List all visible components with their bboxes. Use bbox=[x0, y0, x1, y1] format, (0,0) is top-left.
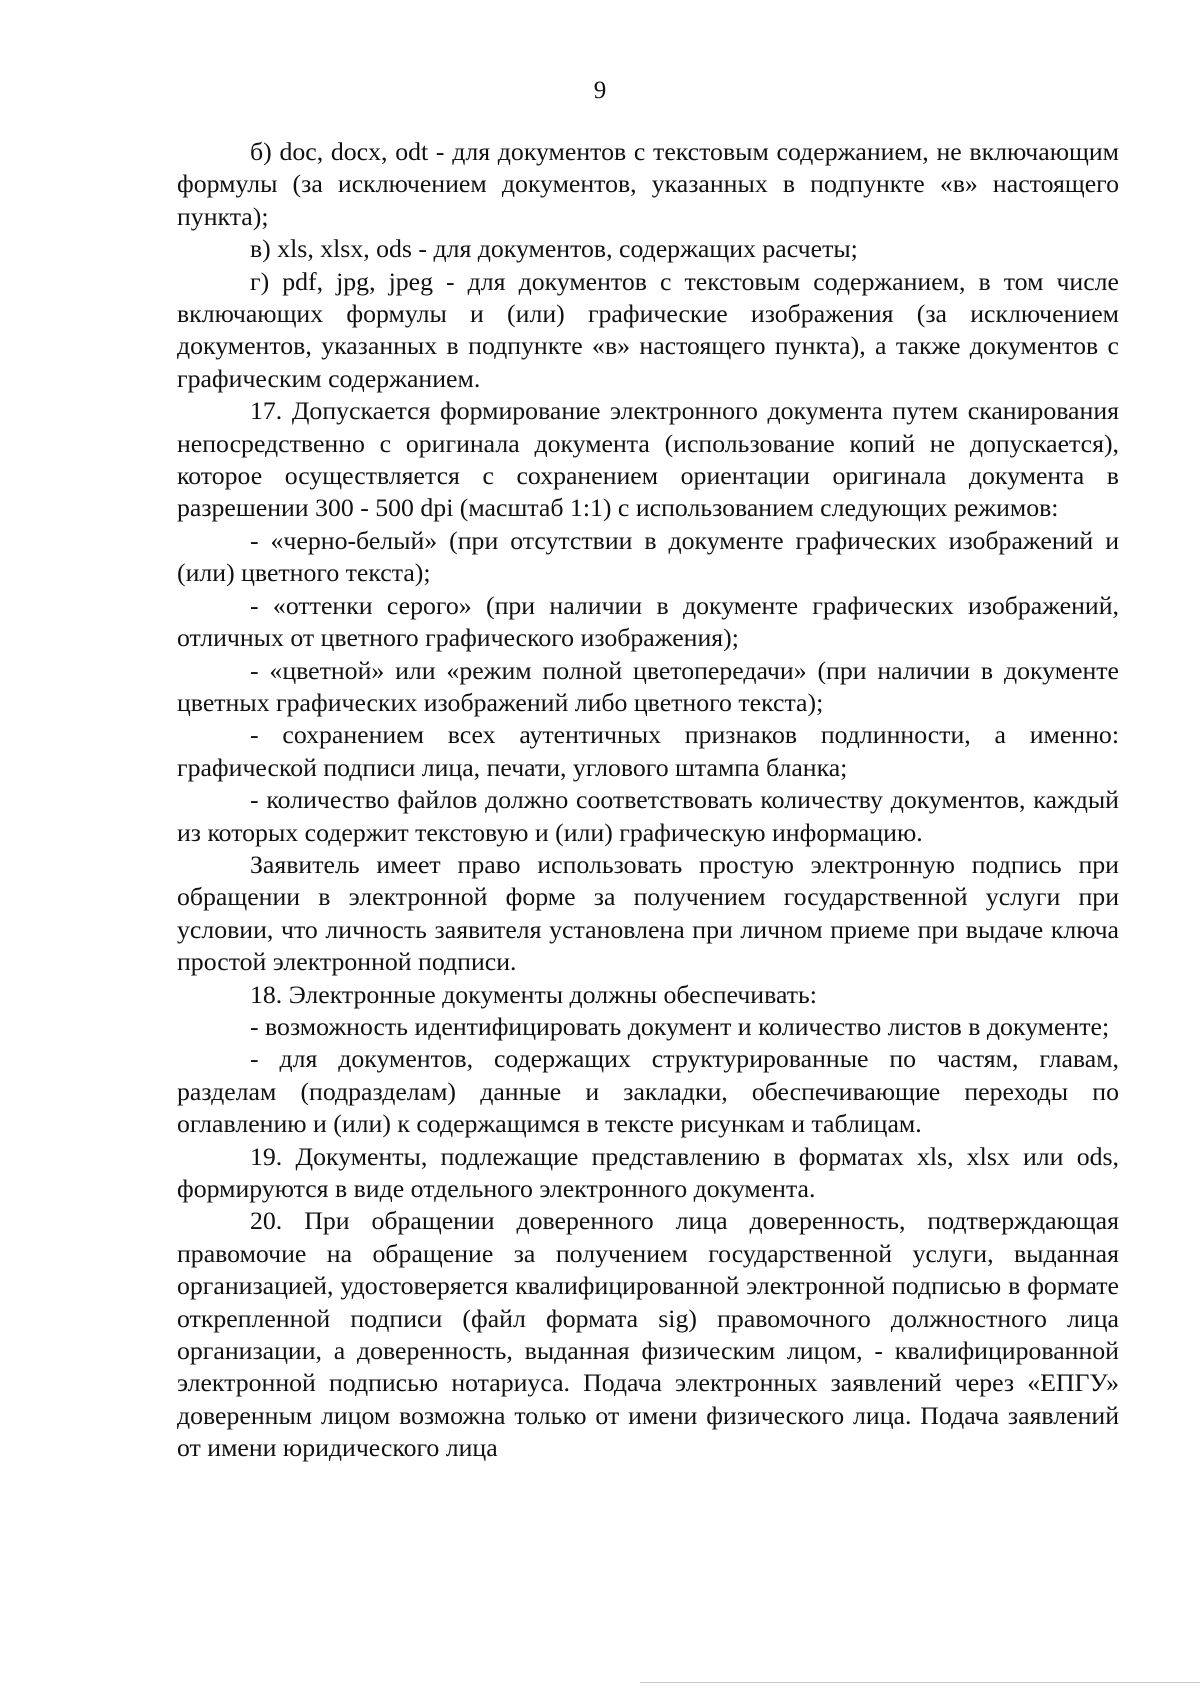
paragraph-identify-document: - возможность идентифицировать документ и количество листов в документе; bbox=[250, 1011, 1110, 1041]
paragraph-17: 17. Допускается формирование электронного документа путем сканирования непосредственно с оригинала документа (использование копий не допускается), которое осуществляется с сохранением ориентации оригинала документа в разрешении 300 - 500 dpi (масштаб 1:1) с использованием следующих режимов: bbox=[177, 396, 1119, 523]
paragraph-19: 19. Документы, подлежащие представлению в форматах xls, xlsx или ods, формируются в виде отдельного электронного документа. bbox=[177, 1141, 1119, 1203]
paragraph-file-count: - количество файлов должно соответствовать количеству документов, каждый из которых содержит текстовую и (или) графическую информацию. bbox=[177, 785, 1119, 847]
paragraph-item-g: г) pdf, jpg, jpeg - для документов с текстовым содержанием, в том числе включающих формулы и (или) графические изображения (за исключением документов, указанных в подпункте «в» настоящего пункта), а также документов с графическим содержанием. bbox=[177, 266, 1119, 393]
paragraph-structured-docs: - для документов, содержащих структурированные по частям, главам, разделам (подразделам) данные и закладки, обеспечивающие переходы по оглавлению и (или) к содержащимся в тексте рисункам и таблицам. bbox=[177, 1044, 1119, 1139]
paragraph-20: 20. При обращении доверенного лица доверенность, подтверждающая правомочие на обращение за получением государственной услуги, выданная организацией, удостоверяется квалифицированной электронной подписью в формате открепленной подписи (файл формата sig) правомочного должностного лица организации, а доверенность, выданная физическим лицом, - квалифицированной электронной подписью нотариуса. Подача электронных заявлений через «ЕПГУ» доверенным лицом возможна только от имени физического лица. Подача заявлений от имени юридического лица bbox=[177, 1206, 1119, 1463]
paragraph-authenticity: - сохранением всех аутентичных признаков подлинности, а именно: графической подписи лица, печати, углового штампа бланка; bbox=[177, 720, 1119, 782]
paragraph-mode-grayscale: - «оттенки серого» (при наличии в документе графических изображений, отличных от цветного графического изображения); bbox=[177, 590, 1119, 653]
paragraph-simple-signature: Заявитель имеет право использовать простую электронную подпись при обращении в электронной форме за получением государственной услуги при условии, что личность заявителя установлена при личном приеме при выдаче ключа простой электронной подписи. bbox=[177, 849, 1119, 977]
paragraph-mode-bw: - «черно-белый» (при отсутствии в документе графических изображений и (или) цветного текста); bbox=[177, 525, 1119, 588]
paragraph-18: 18. Электронные документы должны обеспечивать: bbox=[250, 979, 817, 1009]
paragraph-item-v: в) xls, xlsx, ods - для документов, содержащих расчеты; bbox=[250, 234, 858, 264]
paragraph-mode-color: - «цветной» или «режим полной цветопередачи» (при наличии в документе цветных графических изображений либо цветного текста); bbox=[177, 655, 1119, 717]
page-number: 9 bbox=[593, 77, 607, 104]
document-body bbox=[177, 136, 1119, 1465]
paragraph-item-b: б) doc, docx, odt - для документов с текстовым содержанием, не включающим формулы (за исключением документов, указанных в подпункте «в» настоящего пункта); bbox=[177, 137, 1119, 231]
scan-edge-line bbox=[640, 1682, 1200, 1683]
